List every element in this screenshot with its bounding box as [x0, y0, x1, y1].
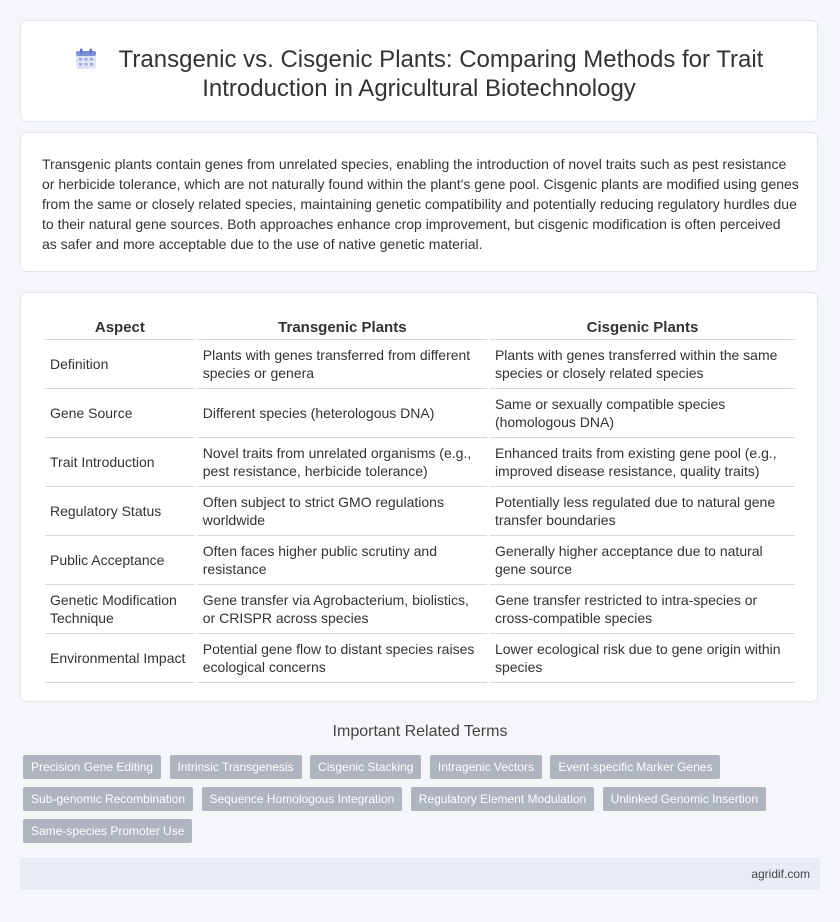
comparison-table	[42, 315, 798, 683]
row-transgenic: Often faces higher public scrutiny and resistance	[198, 536, 487, 585]
calendar-icon	[75, 48, 97, 70]
summary-text: Transgenic plants contain genes from unrelated species, enabling the introduction of novel traits such as pest resistance or herbicide tolerance, which are not naturally found within the plant's gene pool. Cisgenic plants are modified using genes from the same or closely related species, maintaining genetic compatibility and potentially reducing regulatory hurdles due to their natural gene sources. Both approaches enhance crop improvement, but cisgenic modification is often perceived as safer and more acceptable due to the use of native genetic material.	[42, 156, 799, 252]
row-cisgenic: Enhanced traits from existing gene pool (e.g., improved disease resistance, quality traits)	[490, 438, 795, 487]
row-transgenic: Often subject to strict GMO regulations worldwide	[198, 487, 487, 536]
row-transgenic: Potential gene flow to distant species raises ecological concerns	[198, 634, 487, 683]
summary-card	[20, 132, 818, 272]
comparison-card	[20, 292, 818, 702]
related-term-tag[interactable]: Cisgenic Stacking	[310, 755, 421, 779]
row-transgenic: Novel traits from unrelated organisms (e.g., pest resistance, herbicide tolerance)	[198, 438, 487, 487]
table-row	[45, 536, 795, 585]
footer-site-link[interactable]: agridif.com	[751, 867, 810, 881]
header-aspect: Aspect	[45, 315, 195, 340]
row-cisgenic: Same or sexually compatible species (homologous DNA)	[490, 389, 795, 438]
table-row	[45, 634, 795, 683]
related-term-tag[interactable]: Sub-genomic Recombination	[23, 787, 193, 811]
table-row	[45, 438, 795, 487]
related-term-tag[interactable]: Sequence Homologous Integration	[202, 787, 403, 811]
table-header-row	[45, 315, 795, 340]
related-term-tag[interactable]: Regulatory Element Modulation	[411, 787, 594, 811]
related-term-tag[interactable]: Precision Gene Editing	[23, 755, 161, 779]
row-cisgenic: Potentially less regulated due to natural gene transfer boundaries	[490, 487, 795, 536]
page-title: Transgenic vs. Cisgenic Plants: Comparing Methods for Trait Introduction in Agricultural Biotechnology	[118, 46, 764, 102]
row-aspect: Environmental Impact	[45, 634, 195, 683]
table-row	[45, 340, 795, 389]
row-cisgenic: Plants with genes transferred within the same species or closely related species	[490, 340, 795, 389]
row-transgenic: Different species (heterologous DNA)	[198, 389, 487, 438]
title-card	[20, 20, 818, 122]
row-cisgenic: Generally higher acceptance due to natural gene source	[490, 536, 795, 585]
row-aspect: Public Acceptance	[45, 536, 195, 585]
header-transgenic: Transgenic Plants	[198, 315, 487, 340]
row-transgenic: Gene transfer via Agrobacterium, biolistics, or CRISPR across species	[198, 585, 487, 634]
related-term-tag[interactable]: Unlinked Genomic Insertion	[603, 787, 766, 811]
table-row	[45, 389, 795, 438]
table-row	[45, 487, 795, 536]
header-cisgenic: Cisgenic Plants	[490, 315, 795, 340]
related-terms-title: Important Related Terms	[332, 723, 508, 740]
page-title-wrap	[21, 45, 817, 103]
related-term-tag[interactable]: Intragenic Vectors	[430, 755, 542, 779]
row-aspect: Gene Source	[45, 389, 195, 438]
related-term-tag[interactable]: Intrinsic Transgenesis	[170, 755, 302, 779]
table-row	[45, 585, 795, 634]
row-cisgenic: Gene transfer restricted to intra-species or cross-compatible species	[490, 585, 795, 634]
row-aspect: Definition	[45, 340, 195, 389]
related-terms-list	[23, 755, 803, 851]
row-aspect: Trait Introduction	[45, 438, 195, 487]
related-term-tag[interactable]: Event-specific Marker Genes	[550, 755, 720, 779]
row-cisgenic: Lower ecological risk due to gene origin within species	[490, 634, 795, 683]
footer	[20, 858, 820, 890]
related-term-tag[interactable]: Same-species Promoter Use	[23, 819, 192, 843]
row-transgenic: Plants with genes transferred from different species or genera	[198, 340, 487, 389]
row-aspect: Genetic Modification Technique	[45, 585, 195, 634]
row-aspect: Regulatory Status	[45, 487, 195, 536]
